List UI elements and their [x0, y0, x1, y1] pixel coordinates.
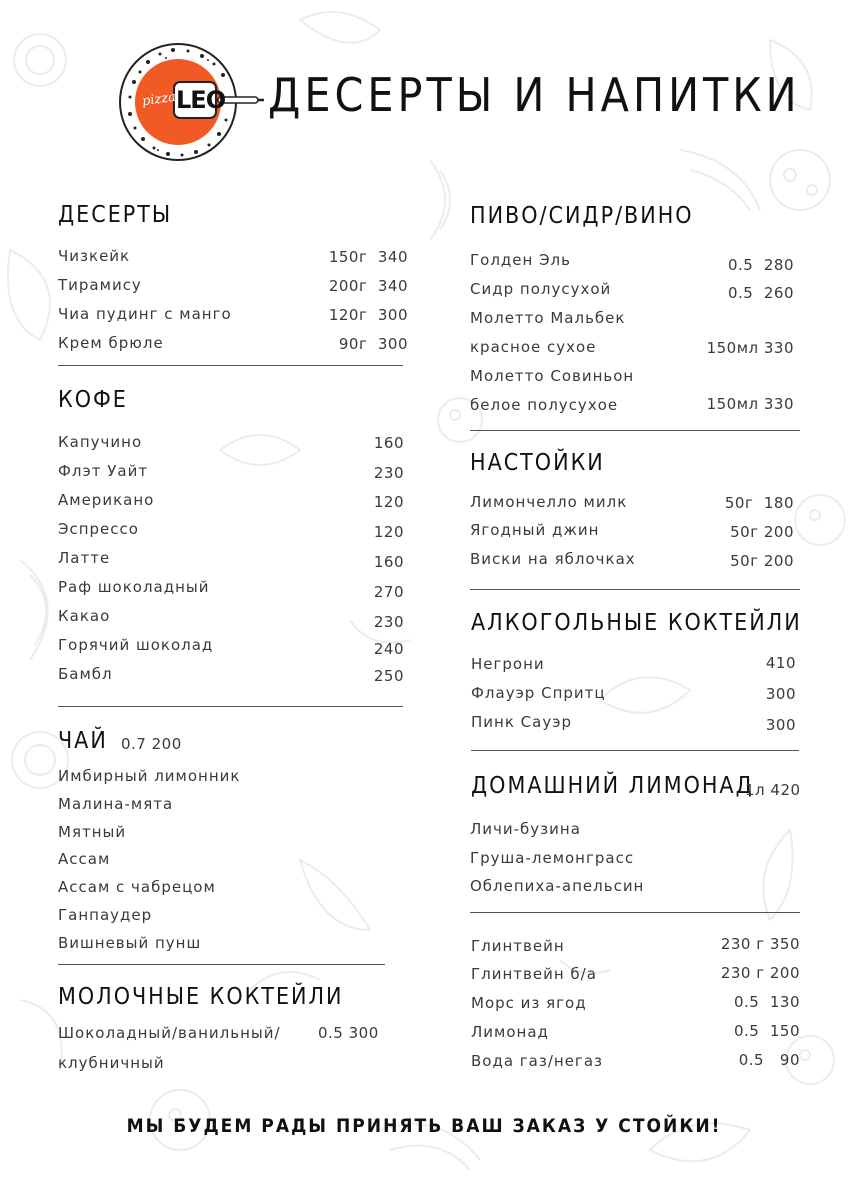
item-price: 300 [765, 716, 796, 734]
item-price: 410 [765, 654, 796, 672]
list-item: Раф шоколадный [58, 578, 210, 596]
list-item: Шоколадный/ванильный/ [58, 1024, 281, 1042]
list-item: Какао [58, 607, 111, 625]
list-item: Виски на яблочках [470, 550, 636, 568]
list-item: Чизкейк [58, 247, 131, 265]
tea-price-note: 0.7 200 [121, 735, 182, 753]
list-item: Пинк Сауэр [471, 713, 572, 731]
list-item: клубничный [58, 1054, 165, 1072]
list-item: Бамбл [58, 665, 113, 683]
item-price: 120 [373, 493, 404, 511]
list-item: Латте [58, 549, 111, 567]
item-price: 120 [373, 523, 404, 541]
item-price: 120г 300 [328, 306, 408, 324]
divider [471, 750, 799, 751]
divider [58, 365, 403, 366]
list-item: Флэт Уайт [58, 462, 149, 480]
divider [58, 706, 403, 707]
list-item: Мятный [58, 823, 127, 841]
list-item: Ягодный джин [470, 521, 600, 539]
item-price: 0.5 280 [727, 256, 794, 274]
list-item: Личи-бузина [470, 820, 581, 838]
list-item: Ганпаудер [58, 906, 153, 924]
item-price: 50г 200 [730, 523, 794, 541]
item-price: 50г 180 [724, 494, 794, 512]
divider [58, 964, 385, 965]
list-item: Ассам [58, 850, 111, 868]
list-item: Лимонад [471, 1023, 549, 1041]
list-item: Чиа пудинг с манго [58, 305, 232, 323]
list-item: Груша-лемонграсс [470, 849, 635, 867]
divider [470, 589, 800, 590]
list-item: Молетто Совиньон [470, 367, 635, 385]
section-heading-alcoholic-cocktails: АЛКОГОЛЬНЫЕ КОКТЕЙЛИ [471, 610, 802, 636]
list-item: Горячий шоколад [58, 636, 214, 654]
list-item: Сидр полусухой [470, 280, 612, 298]
item-price: 160 [373, 553, 404, 571]
section-heading-homemade-lemonade: ДОМАШНИЙ ЛИМОНАД [471, 773, 754, 799]
section-heading-beer-cider-wine: ПИВО/СИДР/ВИНО [470, 203, 694, 229]
item-price: 270 [373, 583, 404, 601]
list-item: Негрони [471, 655, 545, 673]
section-heading-desserts: ДЕСЕРТЫ [58, 202, 173, 228]
item-price: 0.5 130 [733, 993, 800, 1011]
item-price: 300 [765, 685, 796, 703]
section-heading-milkshakes: МОЛОЧНЫЕ КОКТЕЙЛИ [58, 984, 344, 1010]
list-item: Лимончелло милк [470, 493, 628, 511]
item-price: 240 [373, 640, 404, 658]
footer-message: МЫ БУДЕМ РАДЫ ПРИНЯТЬ ВАШ ЗАКАЗ У СТОЙКИ! [126, 1115, 722, 1137]
list-item: Имбирный лимонник [58, 767, 241, 785]
item-price: 0.5 90 [738, 1051, 800, 1069]
list-item: Американо [58, 491, 155, 509]
list-item: красное сухое [470, 338, 597, 356]
item-price: 0.5 260 [727, 284, 794, 302]
item-price: 150мл 330 [706, 395, 794, 413]
item-price: 50г 200 [730, 552, 794, 570]
list-item: Вода газ/негаз [471, 1052, 603, 1070]
list-item: Морс из ягод [471, 994, 587, 1012]
logo-small-text: pizza [141, 89, 177, 110]
list-item: Капучино [58, 433, 143, 451]
section-heading-coffee: КОФЕ [58, 387, 128, 413]
divider [470, 912, 800, 913]
lemonade-price-note: 1л 420 [745, 781, 801, 799]
list-item: Тирамису [58, 276, 142, 294]
list-item: Молетто Мальбек [470, 309, 626, 327]
page-title: ДЕСЕРТЫ И НАПИТКИ [268, 68, 801, 122]
pizza-leo-logo [118, 42, 266, 162]
list-item: Глинтвейн б/а [471, 965, 597, 983]
item-price: 160 [373, 434, 404, 452]
item-price: 150мл 330 [706, 339, 794, 357]
item-price: 90г 300 [338, 335, 408, 353]
list-item: белое полусухое [470, 396, 619, 414]
item-price: 230 [373, 613, 404, 631]
list-item: Эспрессо [58, 520, 139, 538]
item-price: 0.5 150 [733, 1022, 800, 1040]
list-item: Крем брюле [58, 334, 164, 352]
section-heading-tea: ЧАЙ [58, 728, 108, 754]
list-item: Глинтвейн [471, 937, 565, 955]
list-item: Облепиха-апельсин [470, 877, 645, 895]
item-price: 230 г 350 [720, 935, 800, 953]
list-item: Вишневый пунш [58, 934, 202, 952]
item-price: 200г 340 [328, 277, 408, 295]
section-heading-tinctures: НАСТОЙКИ [470, 450, 605, 476]
list-item: Ассам с чабрецом [58, 878, 216, 896]
divider [470, 430, 800, 431]
item-price: 230 г 200 [720, 964, 800, 982]
list-item: Голден Эль [470, 251, 571, 269]
item-price: 150г 340 [328, 248, 408, 266]
logo-main-text: LEO [176, 86, 226, 114]
list-item: Малина-мята [58, 795, 174, 813]
item-price: 250 [373, 667, 404, 685]
list-item: Флауэр Спритц [471, 684, 606, 702]
item-price: 230 [373, 464, 404, 482]
item-price: 0.5 300 [318, 1024, 379, 1042]
